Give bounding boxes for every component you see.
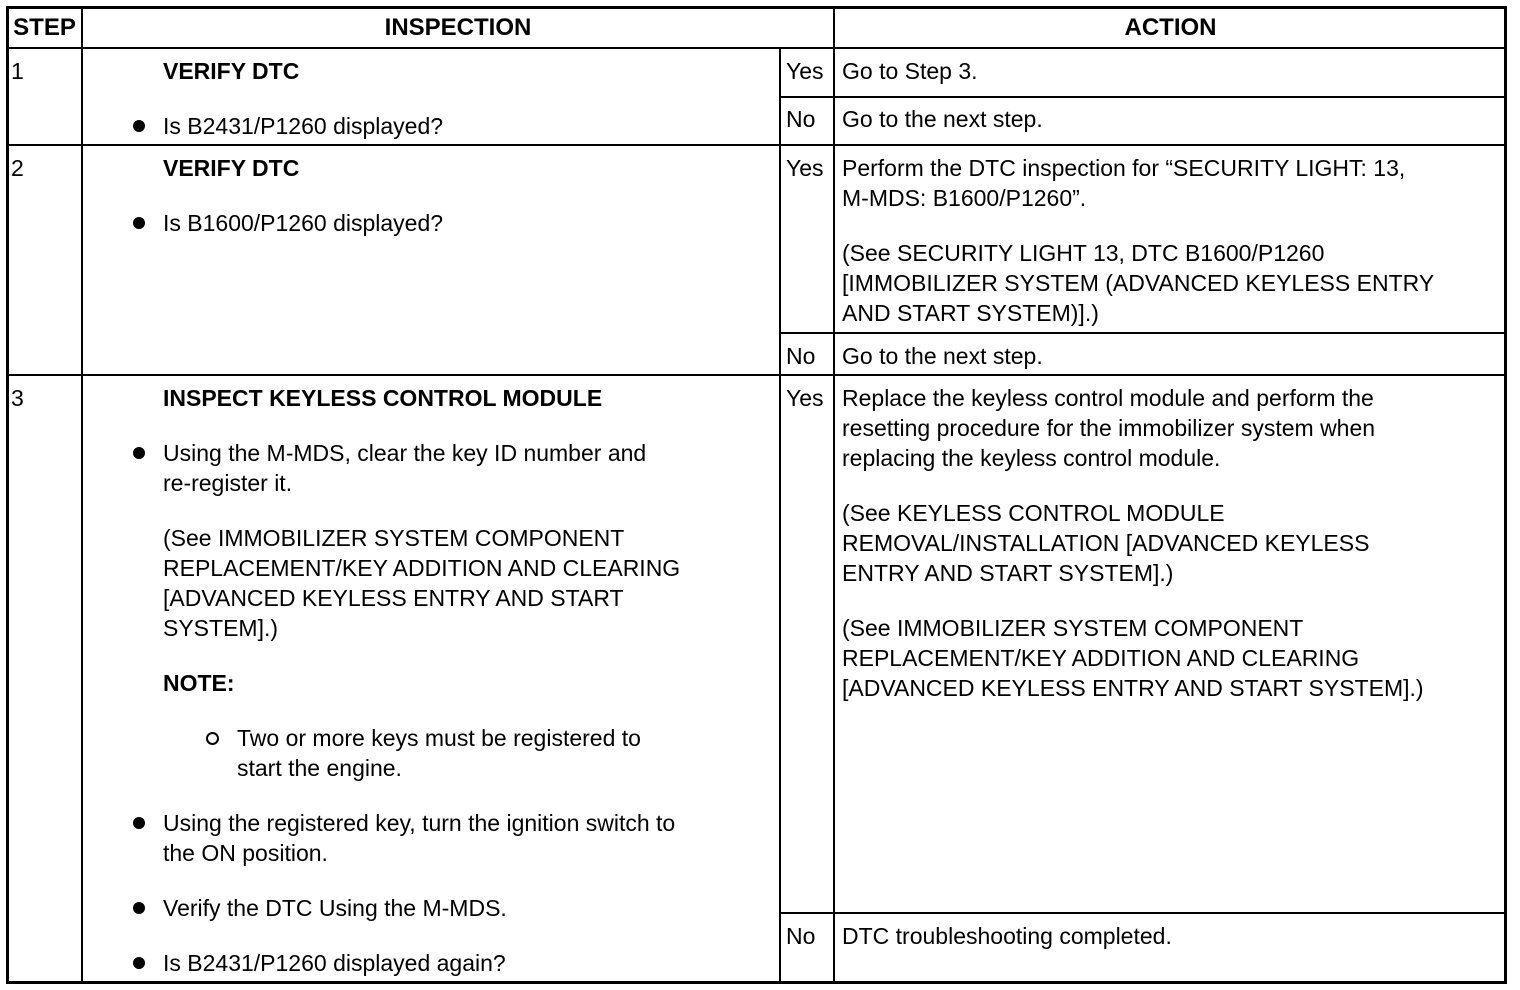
- sub-bullet-icon: [206, 732, 219, 745]
- inspection-reference: (See IMMOBILIZER SYSTEM COMPONENT: [163, 525, 625, 551]
- bullet-icon: [133, 957, 145, 969]
- inspection-item: Using the M-MDS, clear the key ID number and: [163, 440, 647, 466]
- yes-action-line: REPLACEMENT/KEY ADDITION AND CLEARING: [842, 645, 1360, 671]
- yes-action: Go to Step 3.: [842, 58, 978, 84]
- row1-yes-no-divider: [779, 96, 1506, 98]
- inspection-item: Is B1600/P1260 displayed?: [163, 210, 444, 236]
- no-label: No: [786, 923, 816, 949]
- yes-action-line: (See IMMOBILIZER SYSTEM COMPONENT: [842, 615, 1304, 641]
- header-inspection: INSPECTION: [384, 14, 532, 41]
- yes-action-line: (See KEYLESS CONTROL MODULE: [842, 500, 1225, 526]
- yes-action-line: AND START SYSTEM)].): [842, 300, 1099, 326]
- no-action: DTC troubleshooting completed.: [842, 923, 1172, 949]
- step-title: VERIFY DTC: [163, 58, 300, 84]
- header-step: STEP: [13, 14, 76, 41]
- yes-action-line: ENTRY AND START SYSTEM].): [842, 560, 1174, 586]
- no-label: No: [786, 106, 816, 132]
- no-action: Go to the next step.: [842, 343, 1043, 369]
- inspection-item: Is B2431/P1260 displayed?: [163, 113, 444, 139]
- yes-action-line: [ADVANCED KEYLESS ENTRY AND START SYSTEM].): [842, 675, 1424, 701]
- inspection-item: Verify the DTC Using the M-MDS.: [163, 895, 507, 921]
- row-divider-2-3: [8, 374, 1506, 376]
- yesno-column-divider: [779, 47, 781, 983]
- bullet-icon: [133, 120, 145, 132]
- inspection-item: Is B2431/P1260 displayed again?: [163, 950, 506, 976]
- inspection-item: the ON position.: [163, 840, 328, 866]
- inspection-reference: SYSTEM].): [163, 615, 279, 641]
- bullet-icon: [133, 447, 145, 459]
- note-label: NOTE:: [163, 670, 235, 696]
- bullet-icon: [133, 902, 145, 914]
- step-number: 1: [11, 58, 24, 84]
- step-number: 3: [11, 385, 24, 411]
- inspection-item: re-register it.: [163, 470, 293, 496]
- step-column-divider: [81, 8, 83, 983]
- no-action: Go to the next step.: [842, 106, 1043, 132]
- yes-action-line: replacing the keyless control module.: [842, 445, 1221, 471]
- yes-label: Yes: [786, 385, 824, 411]
- yes-label: Yes: [786, 58, 824, 84]
- bullet-icon: [133, 817, 145, 829]
- yes-action-line: M-MDS: B1600/P1260”.: [842, 185, 1087, 211]
- yes-action-line: resetting procedure for the immobilizer system when: [842, 415, 1376, 441]
- row3-yes-no-divider: [779, 912, 1506, 914]
- yes-label: Yes: [786, 155, 824, 181]
- bullet-icon: [133, 217, 145, 229]
- header-action: ACTION: [1124, 14, 1217, 41]
- yes-action-line: (See SECURITY LIGHT 13, DTC B1600/P1260: [842, 240, 1325, 266]
- row2-yes-no-divider: [779, 332, 1506, 334]
- inspection-item: Using the registered key, turn the ignition switch to: [163, 810, 676, 836]
- yes-action-line: Perform the DTC inspection for “SECURITY LIGHT: 13,: [842, 155, 1406, 181]
- inspection-reference: [ADVANCED KEYLESS ENTRY AND START: [163, 585, 624, 611]
- yes-action-line: Replace the keyless control module and perform the: [842, 385, 1374, 411]
- note-item: start the engine.: [237, 755, 402, 781]
- no-label: No: [786, 343, 816, 369]
- note-item: Two or more keys must be registered to: [237, 725, 641, 751]
- header-divider: [8, 47, 1506, 49]
- row-divider-1-2: [8, 144, 1506, 146]
- step-title: INSPECT KEYLESS CONTROL MODULE: [163, 385, 603, 411]
- inspection-reference: REPLACEMENT/KEY ADDITION AND CLEARING: [163, 555, 681, 581]
- step-title: VERIFY DTC: [163, 155, 300, 181]
- action-column-divider: [833, 8, 835, 983]
- yes-action-line: REMOVAL/INSTALLATION [ADVANCED KEYLESS: [842, 530, 1370, 556]
- yes-action-line: [IMMOBILIZER SYSTEM (ADVANCED KEYLESS ENTRY: [842, 270, 1435, 296]
- step-number: 2: [11, 155, 24, 181]
